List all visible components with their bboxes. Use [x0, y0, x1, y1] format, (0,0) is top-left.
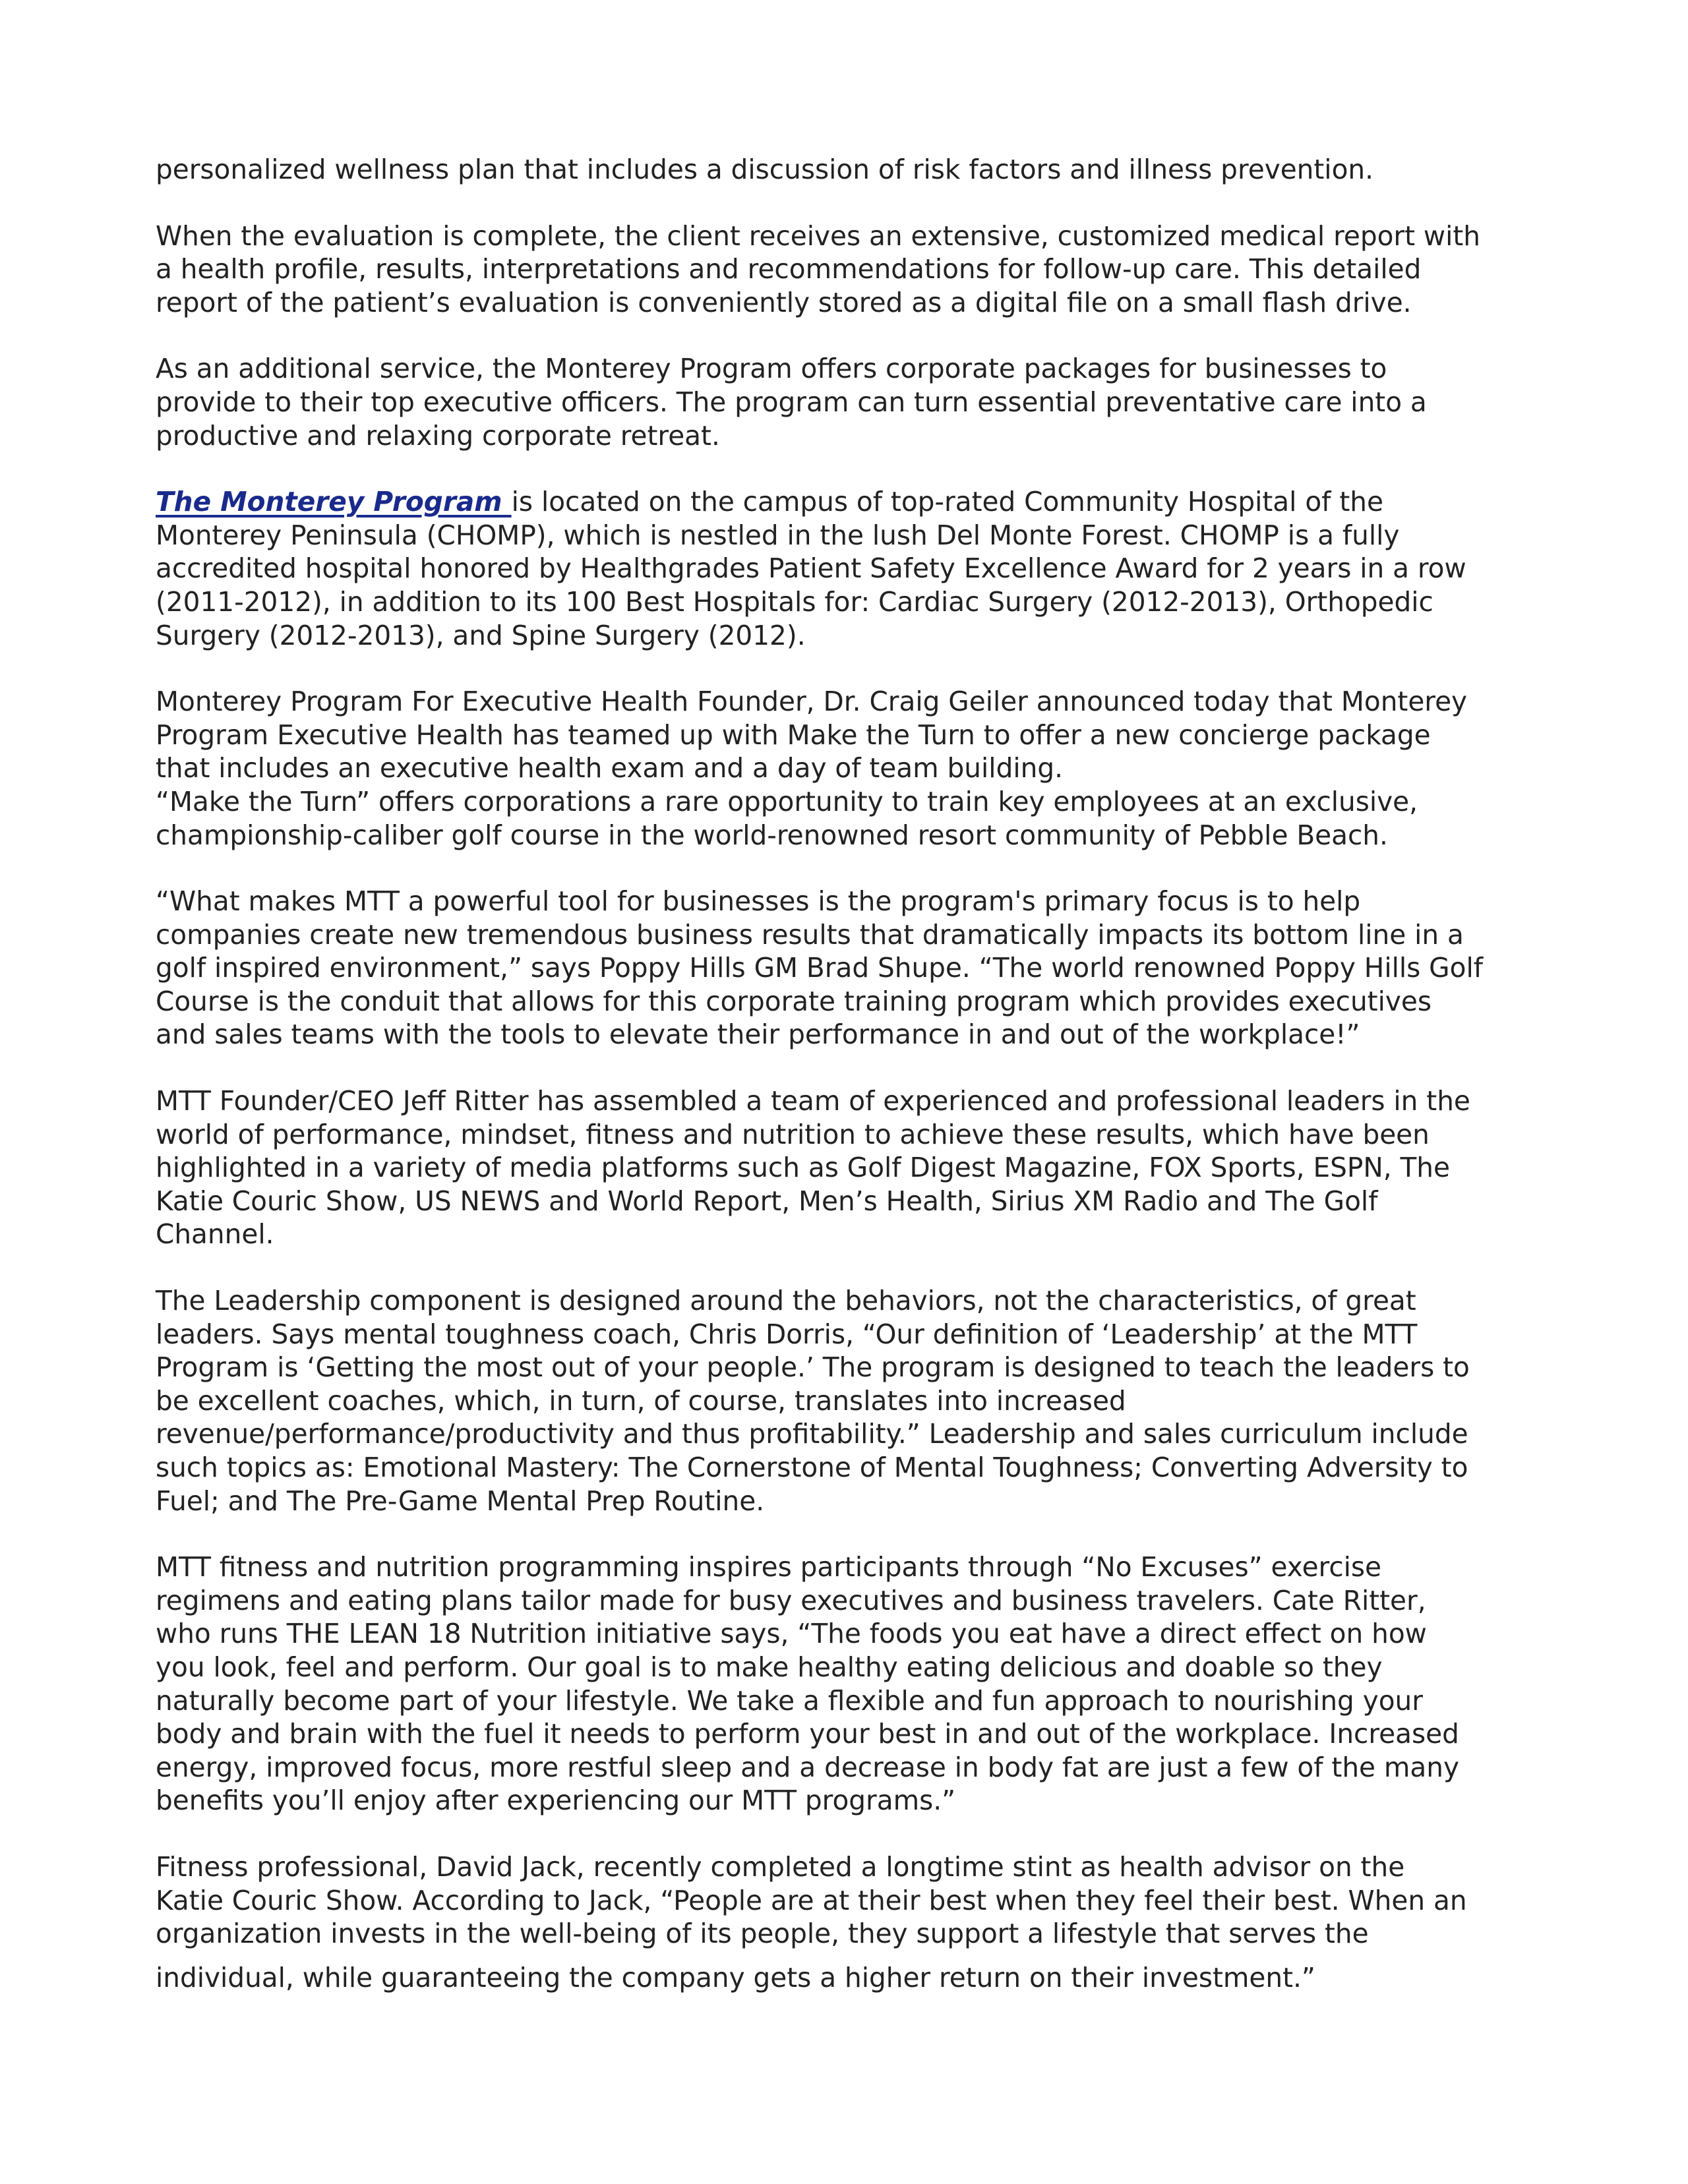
paragraph-make-the-turn [156, 785, 1535, 852]
text-line: Fitness professional, David Jack, recently completed a longtime stint as health advisor on the [156, 1850, 1405, 1883]
text-line: “Make the Turn” offers corporations a rare opportunity to train key employees at an exclusive, [156, 785, 1418, 817]
text-line: golf inspired environment,” says Poppy Hills GM Brad Shupe. “The world renowned Poppy Hills Golf [156, 952, 1484, 984]
paragraph-mtt-founder [156, 1084, 1535, 1251]
paragraph-program-location [156, 485, 1535, 652]
text-line: organization invests in the well-being of its people, they support a lifestyle that serves the [156, 1918, 1369, 1950]
monterey-program-link[interactable]: The Monterey Program [156, 486, 512, 518]
text-line: individual, while guaranteeing the company gets a higher return on their investment.” [156, 1961, 1315, 1993]
paragraph-david-jack [156, 1850, 1535, 1994]
text-line: MTT Founder/CEO Jeff Ritter has assembled a team of experienced and professional leaders in the [156, 1085, 1470, 1117]
text-line: As an additional service, the Monterey Program offers corporate packages for businesses to [156, 353, 1387, 385]
text-line: you look, feel and perform. Our goal is to make healthy eating delicious and doable so they [156, 1651, 1383, 1683]
text-line: body and brain with the fuel it needs to perform your best in and out of the workplace. Increased [156, 1718, 1459, 1750]
text-line: “What makes MTT a powerful tool for businesses is the program's primary focus is to help [156, 885, 1361, 918]
text-line: Katie Couric Show, US NEWS and World Report, Men’s Health, Sirius XM Radio and The Golf [156, 1185, 1378, 1217]
text-line: world of performance, mindset, fitness and nutrition to achieve these results, which have been [156, 1118, 1430, 1150]
text-line: benefits you’ll enjoy after experiencing our MTT programs.” [156, 1785, 956, 1817]
paragraph-fitness-nutrition [156, 1550, 1535, 1817]
text-line: Program Executive Health has teamed up with Make the Turn to offer a new concierge package [156, 719, 1431, 751]
text-line: Monterey Peninsula (CHOMP), which is nestled in the lush Del Monte Forest. CHOMP is a fully [156, 519, 1400, 551]
text-line: Monterey Program For Executive Health Founder, Dr. Craig Geiler announced today that Monterey [156, 686, 1468, 718]
text-line: who runs THE LEAN 18 Nutrition initiative says, “The foods you eat have a direct effect on how [156, 1618, 1427, 1650]
text-line: revenue/performance/productivity and thus profitability.” Leadership and sales curriculum include [156, 1418, 1468, 1450]
paragraph-evaluation-report [156, 220, 1535, 320]
paragraph-wellness-plan [156, 153, 1535, 187]
text-line: Channel. [156, 1218, 274, 1251]
text-line: MTT fitness and nutrition programming inspires participants through “No Excuses” exercise [156, 1551, 1382, 1583]
text-line: be excellent coaches, which, in turn, of course, translates into increased [156, 1384, 1126, 1417]
text-line: a health profile, results, interpretations and recommendations for follow-up care. This detailed [156, 253, 1422, 285]
text-line: Surgery (2012-2013), and Spine Surgery (2012). [156, 619, 806, 651]
document-page [156, 153, 1535, 1994]
text-line: regimens and eating plans tailor made for busy executives and business travelers. Cate Ritter, [156, 1584, 1426, 1616]
text-line: The Leadership component is designed around the behaviors, not the characteristics, of great [156, 1285, 1416, 1317]
text-line: accredited hospital honored by Healthgrades Patient Safety Excellence Award for 2 years in a row [156, 552, 1466, 585]
text-line: productive and relaxing corporate retreat. [156, 419, 720, 452]
text-line: Fuel; and The Pre-Game Mental Prep Routine. [156, 1485, 765, 1517]
text-line: provide to their top executive officers. The program can turn essential preventative care into a [156, 386, 1427, 418]
text-line: highlighted in a variety of media platforms such as Golf Digest Magazine, FOX Sports, ESPN, The [156, 1152, 1450, 1184]
text-line: companies create new tremendous business results that dramatically impacts its bottom line in a [156, 918, 1464, 951]
text-line: personalized wellness plan that includes a discussion of risk factors and illness prevention. [156, 154, 1374, 185]
text-line: When the evaluation is complete, the client receives an extensive, customized medical report with [156, 220, 1481, 252]
text-line: such topics as: Emotional Mastery: The Cornerstone of Mental Toughness; Converting Adversity to [156, 1452, 1468, 1483]
paragraph-founder-announcement [156, 685, 1535, 785]
text-line: Course is the conduit that allows for this corporate training program which provides executives [156, 985, 1432, 1017]
text-line: Program is ‘Getting the most out of your people.’ The program is designed to teach the leaders to [156, 1351, 1470, 1384]
text-line: report of the patient’s evaluation is conveniently stored as a digital file on a small flash drive. [156, 286, 1412, 318]
paragraph-corporate-packages [156, 352, 1535, 452]
text-line: Katie Couric Show. According to Jack, “People are at their best when they feel their best. When an [156, 1884, 1467, 1916]
paragraph-leadership-component [156, 1284, 1535, 1518]
text-line: energy, improved focus, more restful sleep and a decrease in body fat are just a few of the many [156, 1751, 1460, 1783]
text-line-rest: is located on the campus of top-rated Community Hospital of the [511, 486, 1383, 518]
text-line: naturally become part of your lifestyle. We take a flexible and fun approach to nourishing your [156, 1684, 1423, 1717]
text-line: that includes an executive health exam and a day of team building. [156, 752, 1063, 784]
text-line: championship-caliber golf course in the world-renowned resort community of Pebble Beach. [156, 819, 1388, 851]
text-line [156, 485, 1535, 519]
text-line: and sales teams with the tools to elevate their performance in and out of the workplace!” [156, 1018, 1360, 1051]
text-line: (2011-2012), in addition to its 100 Best Hospitals for: Cardiac Surgery (2012-2013), Orthopedic [156, 585, 1433, 618]
text-line: leaders. Says mental toughness coach, Chris Dorris, “Our definition of ‘Leadership’ at the MTT [156, 1318, 1418, 1350]
paragraph-poppy-hills-quote [156, 885, 1535, 1051]
